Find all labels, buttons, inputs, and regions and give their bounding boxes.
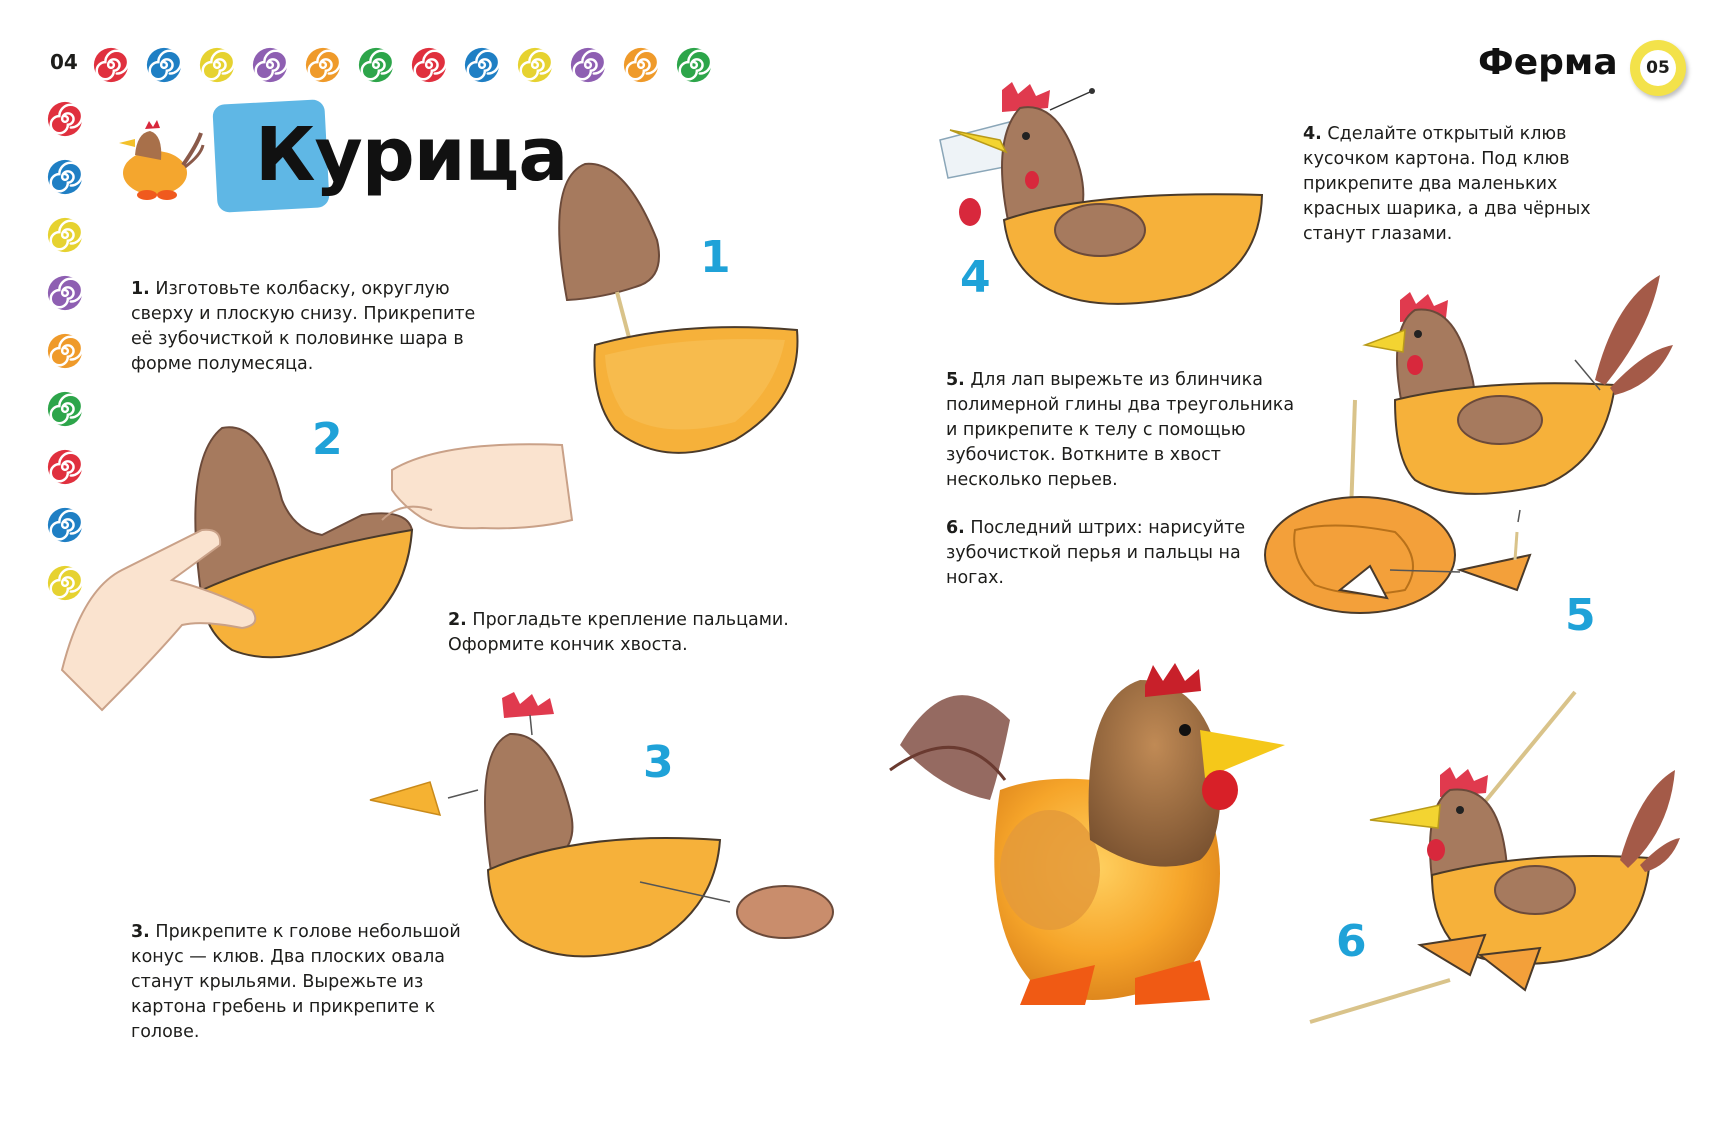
page-number-badge [1630,40,1686,96]
spiral-icon [304,46,342,84]
spiral-icon [357,46,395,84]
step-number-4: 4 [960,252,991,303]
spiral-icon [92,46,130,84]
section-title: Ферма [1478,42,1618,83]
spiral-icon [622,46,660,84]
spiral-icon [145,46,183,84]
step-number-5: 5 [1565,590,1596,641]
spiral-icon [46,216,84,254]
step-number-3: 3 [643,737,674,788]
chicken-thumbnail-icon [105,115,205,205]
spiral-icon [410,46,448,84]
step-4-text: 4. Сделайте открытый клюв кусочком картона. Под клюв прикрепите два маленьких красных шарика, а два чёрных станут глазами. [1303,124,1591,244]
spiral-icon [198,46,236,84]
title-block [215,98,568,218]
spiral-icon [569,46,607,84]
spiral-icon [675,46,713,84]
step-number-6: 6 [1336,916,1367,967]
spiral-icon [46,158,84,196]
step-4-illustration [940,80,1270,310]
step-3-text: 3. Прикрепите к голове небольшой конус — клюв. Два плоских овала станут крыльями. Вырежьте из картона гребень и прикрепите к голове. [131,922,461,1042]
spiral-row-decoration [92,46,713,84]
spiral-icon [463,46,501,84]
step-6-text: 6. Последний штрих: нарисуйте зубочисткой перья и пальцы на ногах. [946,518,1246,588]
step-2-text: 2. Прогладьте крепление пальцами. Оформите кончик хвоста. [448,610,789,655]
step-2-illustration [62,420,582,720]
spiral-icon [251,46,289,84]
spiral-icon [46,332,84,370]
step-6-illustration [1310,690,1680,1030]
spiral-icon [516,46,554,84]
step-number-1: 1 [700,232,731,283]
page-title: Курица [255,112,568,198]
left-page-number: 04 [50,50,78,74]
spiral-icon [46,100,84,138]
step-1-text: 1. Изготовьте колбаску, округлую сверху и плоскую снизу. Прикрепите её зубочисткой к половинке шара в форме полумесяца. [131,279,476,374]
step-number-2: 2 [312,414,343,465]
step-1-illustration [545,160,805,460]
step-5-illustration [1255,270,1675,650]
step-5-text: 5. Для лап вырежьте из блинчика полимерной глины два треугольника и прикрепите к телу с помощью зубочисток. Воткните в хвост несколько перьев. [946,370,1295,490]
feather-icon [1575,275,1673,395]
spiral-icon [46,274,84,312]
finished-chicken-photo [880,660,1340,1060]
right-page-number: 05 [1640,50,1676,86]
step-3-illustration [370,690,840,970]
